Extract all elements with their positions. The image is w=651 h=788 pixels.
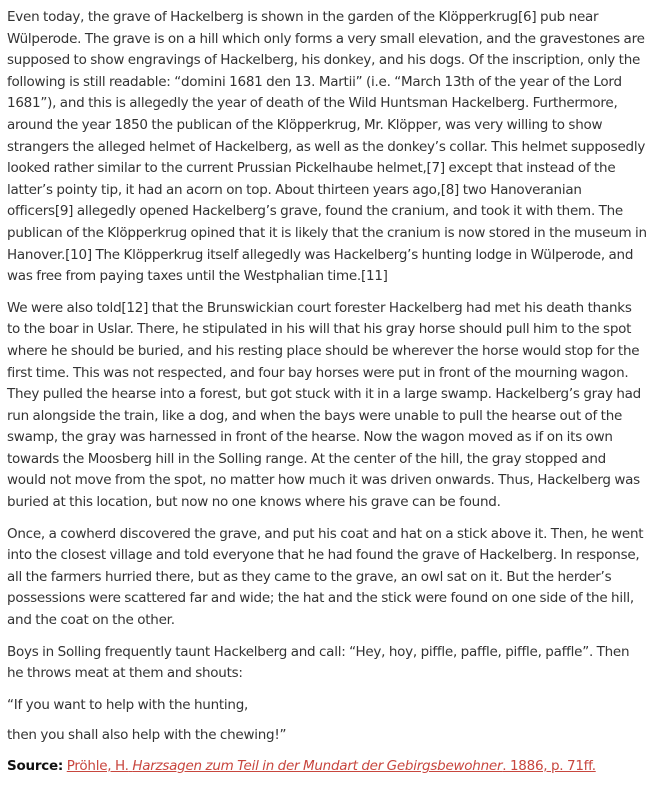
source-title: Harzsagen zum Teil in der Mundart der Gebirgsbewohner xyxy=(132,758,503,774)
verse-line-2: then you shall also help with the chewing!” xyxy=(7,727,287,744)
verse-line-1: “If you want to help with the hunting, xyxy=(7,696,249,713)
source-label: Source: xyxy=(7,758,64,774)
source-details: . 1886, p. 71ff. xyxy=(502,758,596,774)
source-line xyxy=(7,756,647,778)
source-link[interactable] xyxy=(67,758,596,774)
paragraph-2: We were also told[12] that the Brunswickian court forester Hackelberg had met his death thanks to the boar in Uslar. There, he stipulated in his will that his gray horse should pull him to the spot where he should be buried, and his resting place should be wherever the horse would stop for the first time. This was not respected, and four bay horses were put in front of the mourning wagon. They pulled the hearse into a forest, but got stuck with it in a large swamp. Hackelberg’s gray had run alongside the train, like a dog, and when the bays were unable to pull the hearse out of the swamp, the gray was harnessed in front of the hearse. Now the wagon moved as if on its own towards the Moosberg hill in the Solling range. At the center of the hill, the gray stopped and would not move from the spot, no matter how much it was driven onwards. Thus, Hackelberg was buried at this location, but now no one knows where his grave can be found. xyxy=(7,299,641,511)
paragraph-1: Even today, the grave of Hackelberg is shown in the garden of the Klöpperkrug[6] pub near Wülperode. The grave is on a hill which only forms a very small elevation, and the gravestones are supposed to show engravings of Hackelberg, his donkey, and his dogs. Of the inscription, only the following is still readable: “domini 1681 den 13. Martii” (i.e. “March 13th of the year of the Lord 1681”), and this is allegedly the year of death of the Wild Huntsman Hackelberg. Furthermore, around the year 1850 the publican of the Klöpperkrug, Mr. Klöpper, was very willing to show strangers the alleged helmet of Hackelberg, as well as the donkey’s collar. This helmet supposedly looked rather similar to the current Prussian Pickelhaube helmet,[7] except that instead of the latter’s pointy tip, it had an acorn on top. About thirteen years ago,[8] two Hanoveranian officers[9] allegedly opened Hackelberg’s grave, found the cranium, and took it with them. The publican of the Klöpperkrug opined that it is likely that the cranium is now stored in the museum in Hanover.[10] The Klöpperkrug itself allegedly was Hackelberg’s hunting lodge in Wülperode, and was free from paying taxes until the Westphalian time.[11] xyxy=(7,9,647,285)
article-body xyxy=(7,7,647,788)
paragraph-3: Once, a cowherd discovered the grave, and put his coat and hat on a stick above it. Then, he went into the closest village and told everyone that he had found the grave of Hackelberg. In response, all the farmers hurried there, but as they came to the grave, an owl sat on it. But the herder’s possessions were scattered far and wide; the hat and the stick were found on one side of the hill, and the coat on the other. xyxy=(7,525,644,629)
source-author: Pröhle, H. xyxy=(66,758,129,774)
paragraph-4: Boys in Solling frequently taunt Hackelberg and call: “Hey, hoy, piffle, paffle, piffle, paffle”. Then he throws meat at them and shouts: xyxy=(7,643,630,682)
